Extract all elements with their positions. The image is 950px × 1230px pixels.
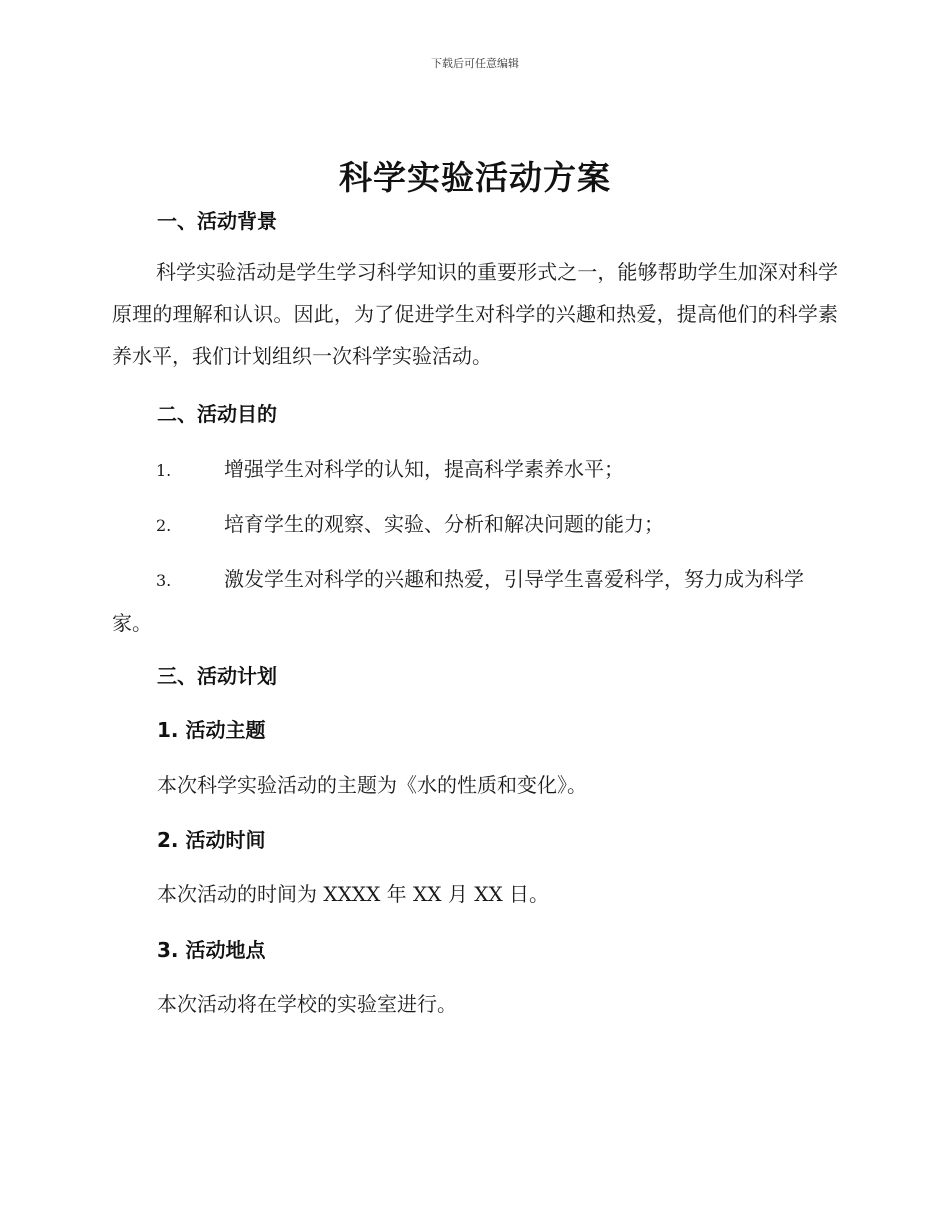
list-text: 增强学生对科学的认知，提高科学素养水平； [224, 457, 624, 481]
theme-text: 本次科学实验活动的主题为《水的性质和变化》。 [157, 773, 587, 797]
section-heading-goals: 二、活动目的 [157, 402, 277, 426]
goal-list-item [112, 503, 838, 547]
goal-list-item [112, 558, 838, 644]
list-text: 培育学生的观察、实验、分析和解决问题的能力； [224, 512, 664, 536]
goal-list-item [112, 448, 838, 492]
document-title: 科学实验活动方案 [339, 158, 611, 197]
section-heading-background: 一、活动背景 [157, 209, 277, 233]
list-text: 激发学生对科学的兴趣和热爱，引导学生喜爱科学，努力成为科学家。 [112, 567, 804, 635]
subheading-theme: 1. 活动主题 [157, 718, 266, 742]
subheading-time: 2. 活动时间 [157, 828, 266, 852]
list-number: 1. [156, 461, 172, 480]
place-text: 本次活动将在学校的实验室进行。 [157, 992, 457, 1016]
list-number: 2. [156, 516, 172, 535]
section-heading-plan: 三、活动计划 [157, 664, 277, 688]
time-text: 本次活动的时间为 XXXX 年 XX 月 XX 日。 [157, 882, 550, 906]
list-number: 3. [156, 571, 172, 590]
subheading-place: 3. 活动地点 [157, 938, 266, 962]
background-paragraph: 科学实验活动是学生学习科学知识的重要形式之一，能够帮助学生加深对科学原理的理解和认识。因此，为了促进学生对科学的兴趣和热爱，提高他们的科学素养水平，我们计划组织一次科学实验活动。 [112, 260, 838, 368]
header-note: 下载后可任意编辑 [431, 57, 519, 70]
